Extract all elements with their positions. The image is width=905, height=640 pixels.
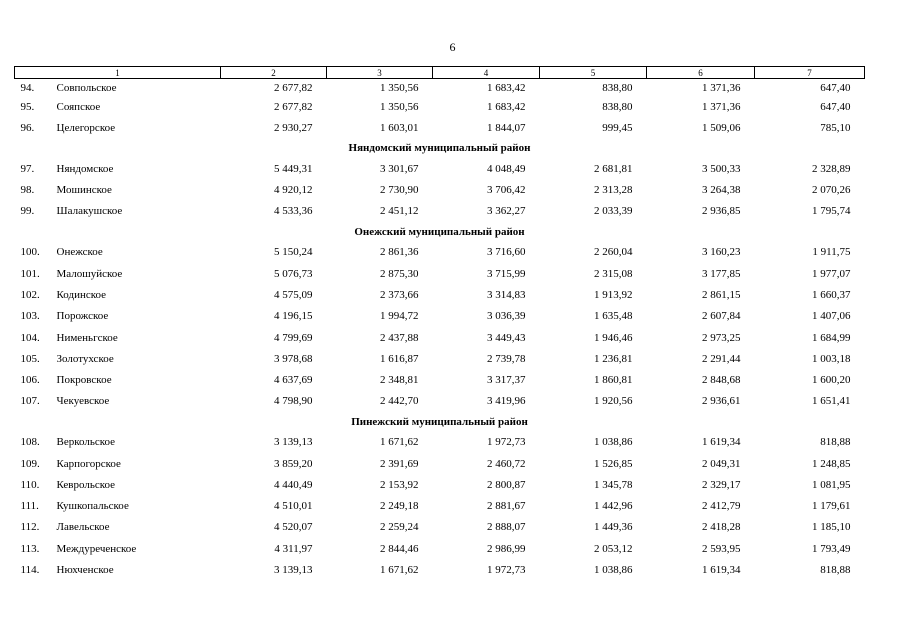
value-cell: 1 683,42 <box>487 100 526 113</box>
value-cell: 2 442,70 <box>380 395 419 408</box>
value-cell: 3 716,60 <box>487 246 526 259</box>
value-cell: 4 798,90 <box>274 395 313 408</box>
row-number: 95. <box>20 100 35 113</box>
value-cell: 1 635,48 <box>594 310 633 323</box>
value-cell: 1 793,49 <box>812 542 851 555</box>
value-cell: 3 317,37 <box>487 374 526 387</box>
settlement-cell <box>15 538 221 559</box>
settlement-name: Сояпское <box>56 100 101 113</box>
settlement-cell <box>15 391 221 412</box>
value-cell: 1 671,62 <box>380 436 419 449</box>
value-cell: 2 936,85 <box>702 205 741 218</box>
table-row <box>15 242 865 263</box>
value-cell: 1 977,07 <box>812 267 851 280</box>
row-number: 104. <box>20 331 40 344</box>
row-number: 105. <box>20 352 40 365</box>
value-cell: 2 451,12 <box>380 205 419 218</box>
tariff-table <box>14 66 865 581</box>
table-row <box>15 306 865 327</box>
settlement-name: Чекуевское <box>56 395 110 408</box>
value-cell: 818,88 <box>820 436 851 449</box>
value-cell: 2 875,30 <box>380 267 419 280</box>
value-cell: 1 038,86 <box>594 436 633 449</box>
value-cell: 2 291,44 <box>702 352 741 365</box>
row-number: 107. <box>20 395 40 408</box>
value-cell: 2 348,81 <box>380 374 419 387</box>
settlement-name: Мошинское <box>56 184 112 197</box>
value-cell: 1 526,85 <box>594 457 633 470</box>
value-cell: 3 139,13 <box>274 564 313 577</box>
settlement-name: Кодинское <box>56 288 107 301</box>
value-cell: 1 660,37 <box>812 288 851 301</box>
settlement-name: Шалакушское <box>56 205 123 218</box>
settlement-cell <box>15 284 221 305</box>
value-cell: 999,45 <box>602 121 633 134</box>
value-cell: 1 972,73 <box>487 564 526 577</box>
table-row <box>15 432 865 453</box>
value-cell: 2 607,84 <box>702 310 741 323</box>
value-cell: 3 314,83 <box>487 288 526 301</box>
header-cell: 4 <box>433 67 540 79</box>
column-number-header <box>15 67 865 79</box>
section-title: Пинежский муниципальный район <box>351 415 528 428</box>
value-cell: 1 345,78 <box>594 478 633 491</box>
table-row <box>15 158 865 179</box>
value-cell: 1 684,99 <box>812 331 851 344</box>
value-cell: 4 533,36 <box>274 205 313 218</box>
table-row <box>15 559 865 580</box>
value-cell: 4 440,49 <box>274 478 313 491</box>
row-number: 101. <box>20 267 40 280</box>
row-number: 114. <box>20 564 40 577</box>
table-row <box>15 263 865 284</box>
value-cell: 1 920,56 <box>594 395 633 408</box>
section-header-row <box>15 222 865 242</box>
value-cell: 1 371,36 <box>702 81 741 94</box>
header-cell: 6 <box>647 67 755 79</box>
value-cell: 2 881,67 <box>487 500 526 513</box>
value-cell: 1 179,61 <box>812 500 851 513</box>
value-cell: 3 301,67 <box>380 162 419 175</box>
value-cell: 4 520,07 <box>274 521 313 534</box>
settlement-name: Карпогорское <box>56 457 121 470</box>
value-cell: 1 449,36 <box>594 521 633 534</box>
value-cell: 3 419,96 <box>487 395 526 408</box>
settlement-cell <box>15 96 221 117</box>
value-cell: 1 442,96 <box>594 500 633 513</box>
table-row <box>15 284 865 305</box>
value-cell: 5 150,24 <box>274 246 313 259</box>
value-cell: 1 371,36 <box>702 100 741 113</box>
row-number: 94. <box>20 81 35 94</box>
value-cell: 647,40 <box>820 81 851 94</box>
row-number: 103. <box>20 310 40 323</box>
value-cell: 1 795,74 <box>812 205 851 218</box>
value-cell: 2 373,66 <box>380 288 419 301</box>
value-cell: 2 986,99 <box>487 542 526 555</box>
settlement-name: Кушкопальское <box>56 500 129 513</box>
value-cell: 3 160,23 <box>702 246 741 259</box>
value-cell: 2 315,08 <box>594 267 633 280</box>
row-number: 112. <box>20 521 40 534</box>
table-row <box>15 79 865 97</box>
value-cell: 3 264,38 <box>702 184 741 197</box>
settlement-cell <box>15 474 221 495</box>
value-cell: 1 671,62 <box>380 564 419 577</box>
settlement-name: Лавельское <box>56 521 110 534</box>
value-cell: 2 328,89 <box>812 162 851 175</box>
header-cell: 1 <box>15 67 221 79</box>
row-number: 110. <box>20 478 40 491</box>
table-row <box>15 117 865 138</box>
value-cell: 2 418,28 <box>702 521 741 534</box>
value-cell: 1 600,20 <box>812 374 851 387</box>
settlement-cell <box>15 179 221 200</box>
value-cell: 2 249,18 <box>380 500 419 513</box>
table-row <box>15 179 865 200</box>
settlement-cell <box>15 348 221 369</box>
value-cell: 1 081,95 <box>812 478 851 491</box>
page-number: 6 <box>449 40 456 54</box>
value-cell: 2 739,78 <box>487 352 526 365</box>
value-cell: 2 936,61 <box>702 395 741 408</box>
value-cell: 838,80 <box>602 100 633 113</box>
value-cell: 3 706,42 <box>487 184 526 197</box>
value-cell: 2 677,82 <box>274 81 313 94</box>
settlement-cell <box>15 453 221 474</box>
row-number: 113. <box>20 542 40 555</box>
value-cell: 4 311,97 <box>274 542 313 555</box>
settlement-name: Малошуйское <box>56 267 123 280</box>
value-cell: 3 036,39 <box>487 310 526 323</box>
row-number: 97. <box>20 162 35 175</box>
value-cell: 2 153,92 <box>380 478 419 491</box>
value-cell: 4 196,15 <box>274 310 313 323</box>
value-cell: 3 177,85 <box>702 267 741 280</box>
row-number: 102. <box>20 288 40 301</box>
value-cell: 4 920,12 <box>274 184 313 197</box>
value-cell: 1 619,34 <box>702 564 741 577</box>
settlement-cell <box>15 79 221 97</box>
value-cell: 2 888,07 <box>487 521 526 534</box>
settlement-name: Золотухское <box>56 352 114 365</box>
settlement-cell <box>15 432 221 453</box>
table-row <box>15 453 865 474</box>
row-number: 106. <box>20 374 40 387</box>
settlement-name: Порожское <box>56 310 109 323</box>
value-cell: 1 236,81 <box>594 352 633 365</box>
value-cell: 1 003,18 <box>812 352 851 365</box>
settlement-name: Кеврольское <box>56 478 116 491</box>
value-cell: 2 033,39 <box>594 205 633 218</box>
value-cell: 1 603,01 <box>380 121 419 134</box>
value-cell: 2 681,81 <box>594 162 633 175</box>
table-row <box>15 201 865 222</box>
table-row <box>15 496 865 517</box>
value-cell: 2 260,04 <box>594 246 633 259</box>
settlement-cell <box>15 369 221 390</box>
value-cell: 4 575,09 <box>274 288 313 301</box>
value-cell: 1 038,86 <box>594 564 633 577</box>
value-cell: 3 859,20 <box>274 457 313 470</box>
value-cell: 1 350,56 <box>380 100 419 113</box>
value-cell: 5 076,73 <box>274 267 313 280</box>
table-row <box>15 517 865 538</box>
header-cell: 5 <box>540 67 647 79</box>
value-cell: 2 313,28 <box>594 184 633 197</box>
value-cell: 1 994,72 <box>380 310 419 323</box>
value-cell: 5 449,31 <box>274 162 313 175</box>
value-cell: 2 070,26 <box>812 184 851 197</box>
row-number: 111. <box>20 500 39 513</box>
value-cell: 3 362,27 <box>487 205 526 218</box>
value-cell: 1 683,42 <box>487 81 526 94</box>
header-cell: 3 <box>327 67 433 79</box>
value-cell: 1 913,92 <box>594 288 633 301</box>
settlement-name: Веркольское <box>56 436 116 449</box>
value-cell: 2 460,72 <box>487 457 526 470</box>
row-number: 96. <box>20 121 35 134</box>
row-number: 100. <box>20 246 40 259</box>
value-cell: 3 139,13 <box>274 436 313 449</box>
settlement-name: Нименьгское <box>56 331 118 344</box>
value-cell: 1 616,87 <box>380 352 419 365</box>
settlement-cell <box>15 327 221 348</box>
value-cell: 2 259,24 <box>380 521 419 534</box>
value-cell: 1 248,85 <box>812 457 851 470</box>
value-cell: 4 799,69 <box>274 331 313 344</box>
section-title: Няндомский муниципальный район <box>348 142 531 155</box>
value-cell: 4 048,49 <box>487 162 526 175</box>
value-cell: 2 677,82 <box>274 100 313 113</box>
value-cell: 2 391,69 <box>380 457 419 470</box>
value-cell: 3 978,68 <box>274 352 313 365</box>
settlement-cell <box>15 496 221 517</box>
settlement-cell <box>15 263 221 284</box>
value-cell: 1 911,75 <box>812 246 851 259</box>
value-cell: 1 185,10 <box>812 521 851 534</box>
settlement-cell <box>15 559 221 580</box>
table-row <box>15 369 865 390</box>
table-row <box>15 474 865 495</box>
settlement-cell <box>15 117 221 138</box>
settlement-cell <box>15 306 221 327</box>
settlement-name: Междуреченское <box>56 542 137 555</box>
value-cell: 818,88 <box>820 564 851 577</box>
row-number: 99. <box>20 205 35 218</box>
header-cell: 2 <box>221 67 327 79</box>
row-number: 109. <box>20 457 40 470</box>
section-title: Онежский муниципальный район <box>354 225 525 238</box>
section-header-row <box>15 412 865 432</box>
value-cell: 2 930,27 <box>274 121 313 134</box>
value-cell: 3 449,43 <box>487 331 526 344</box>
value-cell: 2 973,25 <box>702 331 741 344</box>
value-cell: 4 510,01 <box>274 500 313 513</box>
value-cell: 1 946,46 <box>594 331 633 344</box>
value-cell: 2 730,90 <box>380 184 419 197</box>
table-row <box>15 391 865 412</box>
settlement-name: Нюхченское <box>56 564 114 577</box>
settlement-name: Онежское <box>56 246 103 259</box>
value-cell: 2 329,17 <box>702 478 741 491</box>
table-body <box>15 79 865 581</box>
value-cell: 1 619,34 <box>702 436 741 449</box>
value-cell: 2 437,88 <box>380 331 419 344</box>
settlement-cell <box>15 201 221 222</box>
value-cell: 2 412,79 <box>702 500 741 513</box>
settlement-name: Няндомское <box>56 162 114 175</box>
value-cell: 2 844,46 <box>380 542 419 555</box>
settlement-cell <box>15 242 221 263</box>
value-cell: 1 407,06 <box>812 310 851 323</box>
value-cell: 2 861,36 <box>380 246 419 259</box>
value-cell: 785,10 <box>820 121 851 134</box>
settlement-name: Совпольское <box>56 81 117 94</box>
header-cell: 7 <box>755 67 865 79</box>
settlement-name: Покровское <box>56 374 112 387</box>
value-cell: 1 972,73 <box>487 436 526 449</box>
value-cell: 1 350,56 <box>380 81 419 94</box>
row-number: 108. <box>20 436 40 449</box>
value-cell: 2 800,87 <box>487 478 526 491</box>
value-cell: 1 860,81 <box>594 374 633 387</box>
value-cell: 2 053,12 <box>594 542 633 555</box>
value-cell: 2 861,15 <box>702 288 741 301</box>
table-row <box>15 538 865 559</box>
value-cell: 1 844,07 <box>487 121 526 134</box>
value-cell: 4 637,69 <box>274 374 313 387</box>
table-row <box>15 96 865 117</box>
value-cell: 647,40 <box>820 100 851 113</box>
value-cell: 2 593,95 <box>702 542 741 555</box>
settlement-name: Целегорское <box>56 121 116 134</box>
value-cell: 2 848,68 <box>702 374 741 387</box>
table-row <box>15 348 865 369</box>
value-cell: 838,80 <box>602 81 633 94</box>
table-row <box>15 327 865 348</box>
value-cell: 1 509,06 <box>702 121 741 134</box>
value-cell: 2 049,31 <box>702 457 741 470</box>
settlement-cell <box>15 517 221 538</box>
value-cell: 3 500,33 <box>702 162 741 175</box>
value-cell: 3 715,99 <box>487 267 526 280</box>
row-number: 98. <box>20 184 35 197</box>
settlement-cell <box>15 158 221 179</box>
value-cell: 1 651,41 <box>812 395 851 408</box>
section-header-row <box>15 139 865 159</box>
